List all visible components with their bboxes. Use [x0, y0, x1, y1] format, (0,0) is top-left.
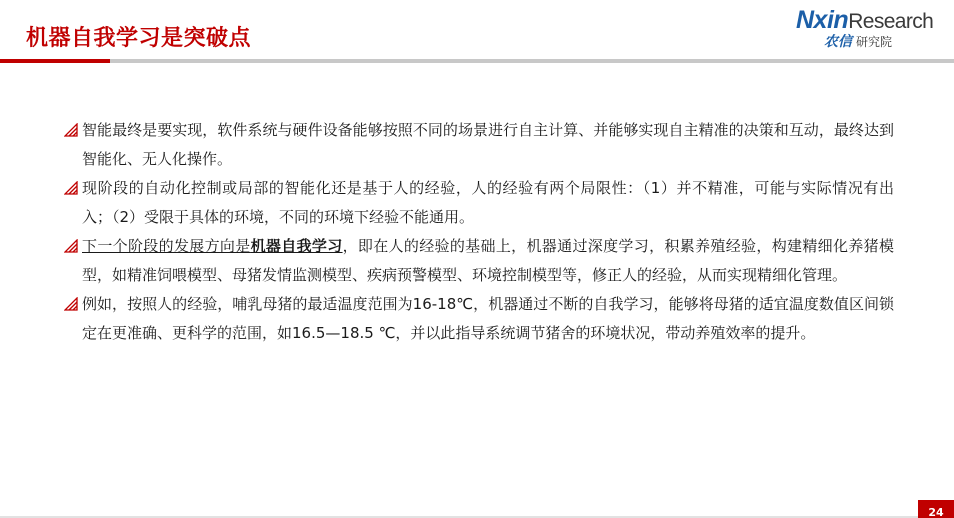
logo-brand-text: Nxin: [796, 6, 849, 34]
bullet-list: [64, 116, 894, 348]
bullet-item-3: [64, 232, 894, 290]
striped-triangle-bullet-icon: [64, 123, 78, 137]
bullet-text: ，即在人的经验的基础上，机器通过深度学习，积累养殖经验，构建精细化养猪模型，如精准饲喂模型、母猪发情监测模型、疾病预警模型、环境控制模型等，修正人的经验，从而实现精细化管理。: [82, 237, 894, 284]
page-title: 机器自我学习是突破点: [26, 26, 252, 51]
page-number: 24: [918, 500, 954, 518]
bullet-keyword: 机器自我学习: [250, 237, 343, 255]
logo-sub-line: [824, 33, 892, 50]
striped-triangle-bullet-icon: [64, 239, 78, 253]
header-divider: [0, 59, 954, 63]
striped-triangle-bullet-icon: [64, 181, 78, 195]
bullet-prefix: 下一个阶段的发展方向是: [82, 237, 251, 255]
bullet-item-2: [64, 174, 894, 232]
nxin-research-logo: [796, 6, 948, 50]
bullet-text: 例如，按照人的经验，哺乳母猪的最适温度范围为16-18℃，机器通过不断的自我学习，能够将母猪的适宜温度数值区间锁定在更准确、更科学的范围，如16.5—18.5 ℃，并以此指导系统调节猪舍的环境状况，带动养殖效率的提升。: [82, 295, 894, 342]
bullet-text: 现阶段的自动化控制或局部的智能化还是基于人的经验，人的经验有两个局限性：（1）并不精准，可能与实际情况有出入；（2）受限于具体的环境，不同的环境下经验不能通用。: [82, 179, 894, 226]
logo-research-text: Research: [848, 10, 934, 33]
striped-triangle-bullet-icon: [64, 297, 78, 311]
bullet-item-1: [64, 116, 894, 174]
bullet-item-4: [64, 290, 894, 348]
header-accent-bar: [0, 59, 110, 63]
bullet-text: 智能最终是要实现，软件系统与硬件设备能够按照不同的场景进行自主计算、并能够实现自主精准的决策和互动，最终达到智能化、无人化操作。: [82, 121, 894, 168]
logo-cn-brand: 农信: [824, 34, 852, 50]
logo-institute: 研究院: [856, 35, 893, 49]
